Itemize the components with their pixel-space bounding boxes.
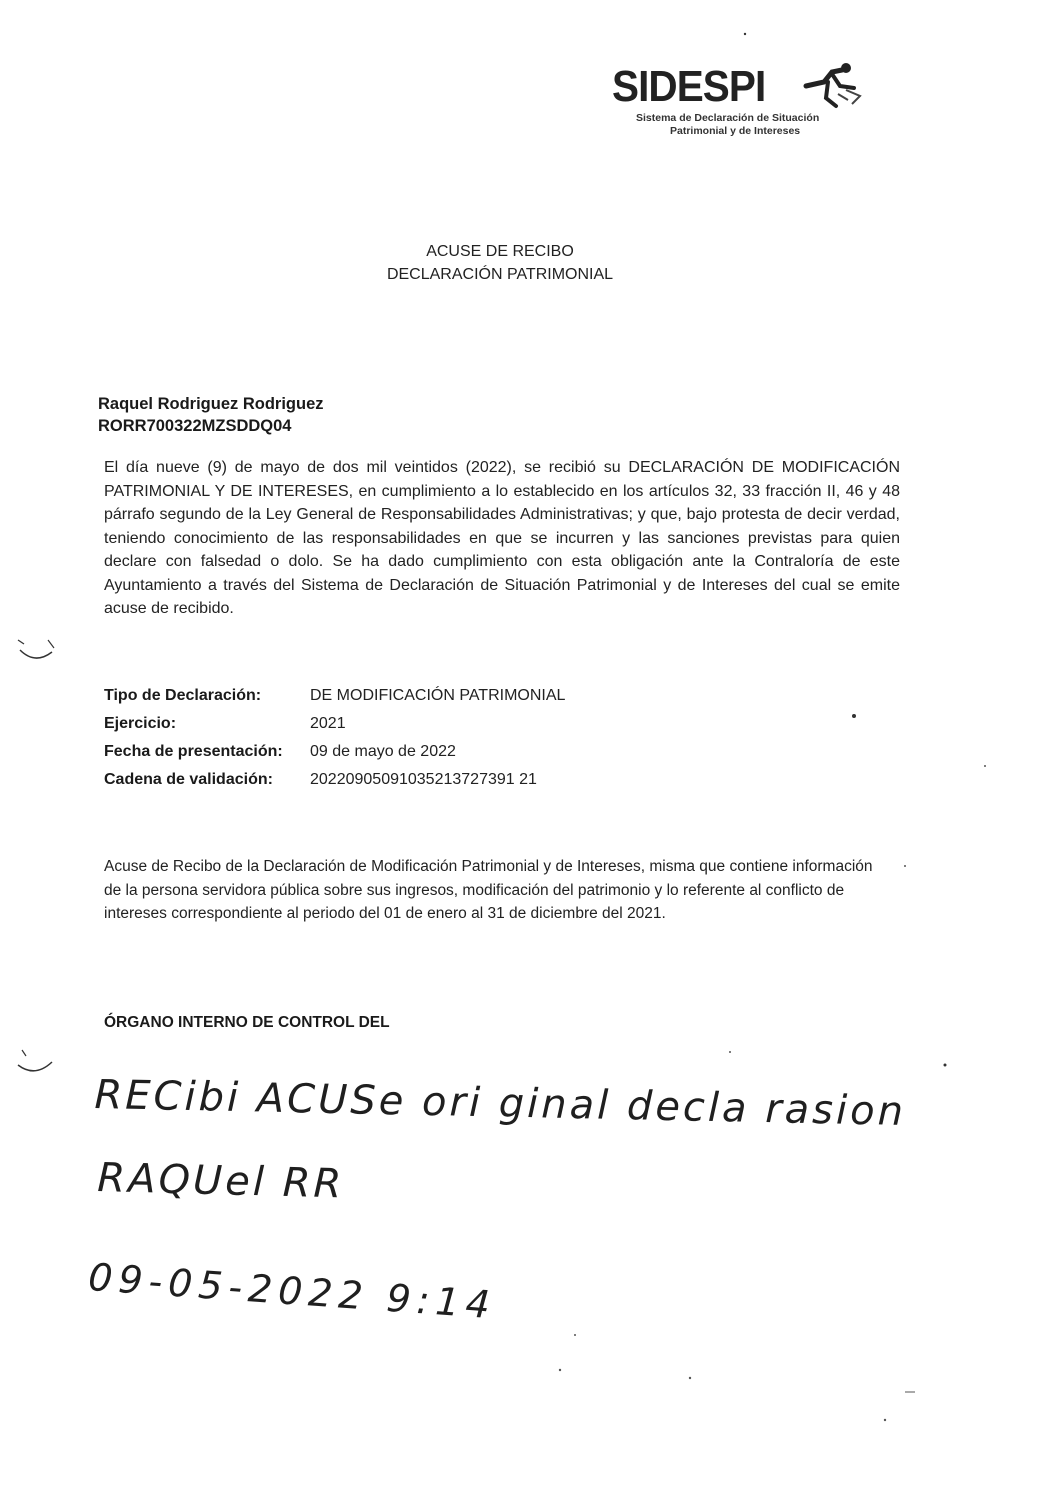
detail-label: Tipo de Declaración: (104, 687, 262, 704)
detail-value: 09 de mayo de 2022 (310, 743, 456, 760)
handwriting-line-2: RAQUel RR (96, 1155, 345, 1208)
logo-subtitle-line2: Patrimonial y de Intereses (670, 125, 801, 137)
detail-row-exercise (104, 710, 565, 738)
detail-value: DE MODIFICACIÓN PATRIMONIAL (310, 687, 566, 704)
running-figure-icon (802, 60, 864, 110)
detail-row-validation (104, 766, 565, 794)
document-title (300, 240, 700, 286)
detail-value: 2021 (310, 715, 346, 732)
handwriting-line-3: 09-05-2022 9:14 (86, 1255, 498, 1328)
logo-wordmark: SIDESPI (612, 62, 766, 111)
handwritten-note (80, 1040, 980, 1440)
body-paragraph: El día nueve (9) de mayo de dos mil veintidos (2022), se recibió su DECLARACIÓN DE MODIFICACIÓN PATRIMONIAL Y DE INTERESES, en cumplimiento a lo establecido en los artículos 32, 33 fracción II, 46 y 48 párrafo segundo de la Ley General de Responsabilidades Administrativas; y que, bajo protesta de decir verdad, teniendo conocimiento de las responsabilidades en que se incurren y las sanciones previstas para quien declare con falsedad o dolo. Se ha dado cumplimiento con esta obligación ante la Contraloría de este Ayuntamiento a través del Sistema de Declaración de Situación Patrimonial y de Intereses del cual se emite acuse de recibido. (104, 459, 900, 617)
declaration-details (104, 682, 565, 794)
title-line-1: ACUSE DE RECIBO (426, 243, 574, 260)
title-line-2: DECLARACIÓN PATRIMONIAL (386, 266, 614, 283)
logo-subtitle-line1: Sistema de Declaración de Situación (636, 112, 820, 124)
note-paragraph: Acuse de Recibo de la Declaración de Modificación Patrimonial y de Intereses, misma que contiene información de la persona servidora pública sobre sus ingresos, modificación del patrimonio y lo referente al conflicto de intereses correspondiente al periodo del 01 de enero al 31 de diciembre del 2021. (104, 858, 873, 922)
detail-label: Ejercicio: (104, 715, 177, 732)
detail-value: 20220905091035213727391 21 (310, 771, 537, 788)
detail-row-type (104, 682, 565, 710)
detail-label: Fecha de presentación: (104, 743, 283, 760)
recipient-rfc: RORR700322MZSDDQ04 (98, 417, 292, 435)
handwriting-line-1: RECibi ACUSe ori ginal decla rasion (94, 1072, 907, 1135)
organ-heading: ÓRGANO INTERNO DE CONTROL DEL (104, 1014, 390, 1031)
recipient-name: Raquel Rodriguez Rodriguez (98, 395, 324, 413)
detail-row-date (104, 738, 565, 766)
detail-label: Cadena de validación: (104, 771, 273, 788)
recipient-block (98, 393, 324, 437)
